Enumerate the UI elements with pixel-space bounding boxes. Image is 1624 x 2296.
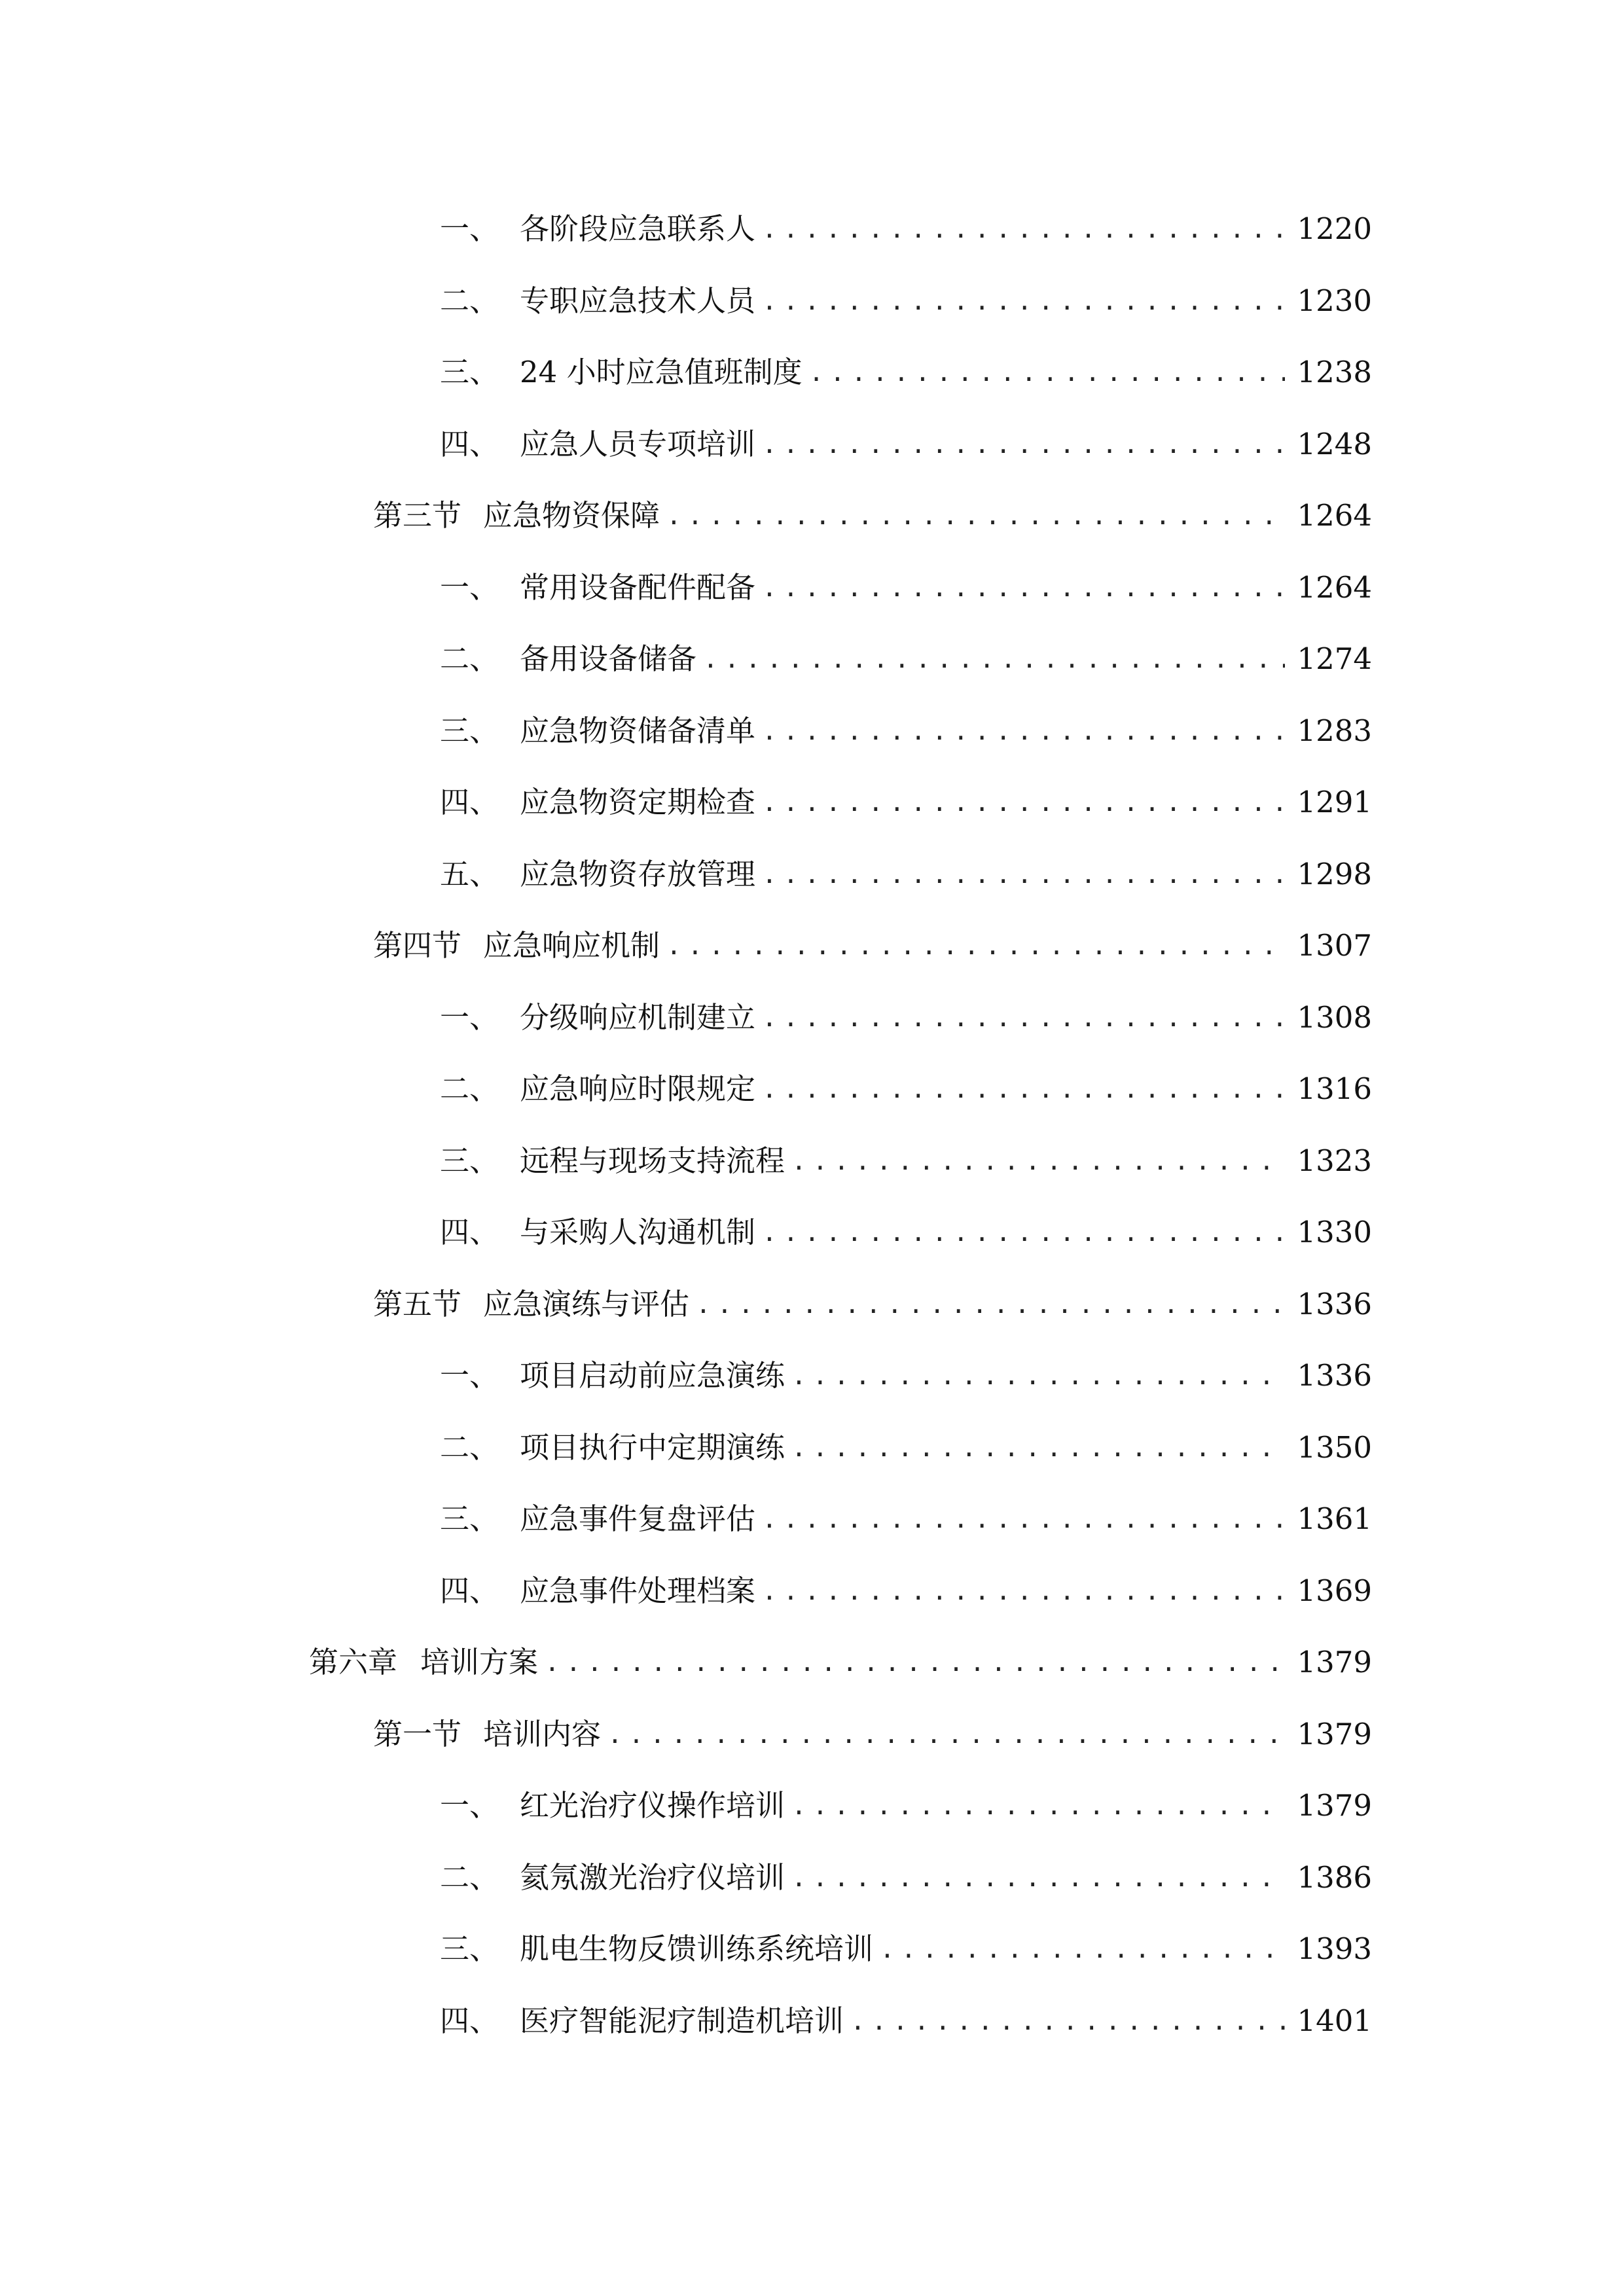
toc-entry-title: 应急事件复盘评估 [520, 1501, 756, 1536]
toc-entry-number: 第五节 [373, 1286, 462, 1321]
toc-entry-page-number: 1264 [1297, 569, 1372, 605]
toc-entry-page-number: 1361 [1297, 1501, 1372, 1536]
toc-entry-title: 应急演练与评估 [483, 1286, 690, 1321]
toc-entry-title: 医疗智能泥疗制造机培训 [520, 2003, 844, 2038]
toc-entry-number: 四、 [440, 2003, 499, 2038]
toc-entry-number: 一、 [440, 999, 499, 1035]
toc-entry-number: 一、 [440, 1358, 499, 1393]
toc-dot-leader [696, 1275, 1285, 1334]
toc-entry-number: 二、 [440, 1859, 499, 1895]
toc-dot-leader [762, 845, 1285, 904]
toc-dot-leader [791, 1848, 1285, 1907]
toc-entry-title: 与采购人沟通机制 [520, 1215, 756, 1249]
toc-dot-leader [762, 702, 1285, 761]
toc-dot-leader [762, 988, 1285, 1047]
toc-entry-page-number: 1291 [1297, 785, 1372, 819]
toc-entry[interactable] [440, 773, 1372, 832]
toc-entry-page-number: 1274 [1297, 641, 1372, 676]
toc-entry-number: 第一节 [373, 1716, 462, 1751]
toc-entry-number: 一、 [440, 211, 499, 246]
toc-entry[interactable] [440, 558, 1372, 617]
toc-entry[interactable] [373, 486, 1372, 545]
toc-dot-leader [666, 916, 1285, 975]
toc-entry-page-number: 1379 [1297, 1716, 1372, 1751]
toc-entry-page-number: 1330 [1297, 1215, 1372, 1249]
toc-entry-title: 氦氖激光治疗仪培训 [520, 1859, 785, 1895]
toc-entry-page-number: 1386 [1297, 1859, 1372, 1895]
toc-entry-title: 应急人员专项培训 [520, 426, 756, 461]
toc-entry-number: 四、 [440, 426, 499, 461]
toc-dot-leader [762, 1562, 1285, 1621]
toc-entry-title: 培训内容 [483, 1716, 602, 1751]
toc-entry-page-number: 1350 [1297, 1429, 1372, 1465]
toc-entry[interactable] [373, 1705, 1372, 1764]
toc-dot-leader [880, 1920, 1285, 1979]
toc-dot-leader [607, 1705, 1285, 1764]
toc-entry-title: 项目启动前应急演练 [520, 1358, 785, 1393]
toc-entry[interactable] [440, 630, 1372, 689]
toc-entry-number: 三、 [440, 1143, 499, 1178]
toc-dot-leader [762, 558, 1285, 617]
toc-dot-leader [545, 1633, 1285, 1692]
toc-entry-title: 备用设备储备 [520, 641, 697, 676]
toc-entry-number: 二、 [440, 641, 499, 676]
toc-dot-leader [762, 200, 1285, 259]
toc-dot-leader [762, 1203, 1285, 1262]
toc-entry-page-number: 1336 [1297, 1286, 1372, 1321]
toc-entry[interactable] [440, 988, 1372, 1047]
toc-entry-title: 应急物资保障 [483, 498, 660, 533]
toc-entry-title: 专职应急技术人员 [520, 283, 756, 318]
toc-entry-page-number: 1238 [1297, 355, 1372, 389]
toc-entry-number: 三、 [440, 1931, 499, 1966]
toc-entry[interactable] [440, 1776, 1372, 1835]
toc-entry-page-number: 1230 [1297, 283, 1372, 318]
toc-entry[interactable] [440, 343, 1372, 402]
toc-entry-number: 第六章 [309, 1645, 398, 1679]
toc-entry-title: 培训方案 [420, 1645, 539, 1679]
toc-dot-leader [791, 1132, 1285, 1191]
toc-entry[interactable] [373, 916, 1372, 975]
toc-entry[interactable] [440, 1203, 1372, 1262]
toc-entry-number: 一、 [440, 569, 499, 605]
toc-entry[interactable] [440, 272, 1372, 331]
toc-entry-page-number: 1308 [1297, 999, 1372, 1035]
toc-entry-number: 四、 [440, 1215, 499, 1249]
toc-entry-title: 应急物资定期检查 [520, 785, 756, 819]
toc-entry[interactable] [440, 1562, 1372, 1621]
toc-entry-number: 三、 [440, 713, 499, 748]
toc-entry-title: 各阶段应急联系人 [520, 211, 756, 246]
toc-entry-page-number: 1307 [1297, 928, 1372, 963]
toc-entry-page-number: 1316 [1297, 1071, 1372, 1106]
toc-entry[interactable] [440, 1418, 1372, 1477]
toc-entry-title: 远程与现场支持流程 [520, 1143, 785, 1178]
toc-entry-title: 应急事件处理档案 [520, 1573, 756, 1608]
toc-entry-title: 应急响应机制 [483, 928, 660, 963]
toc-entry-page-number: 1298 [1297, 856, 1372, 891]
toc-entry-number: 二、 [440, 1429, 499, 1465]
toc-dot-leader [809, 343, 1286, 402]
toc-entry-number: 三、 [440, 355, 499, 389]
toc-dot-leader [791, 1346, 1285, 1405]
toc-entry-page-number: 1264 [1297, 498, 1372, 533]
toc-dot-leader [762, 773, 1285, 832]
toc-entry-title: 分级响应机制建立 [520, 999, 756, 1035]
toc-entry-page-number: 1379 [1297, 1788, 1372, 1823]
toc-entry-number: 一、 [440, 1788, 499, 1823]
toc-dot-leader [666, 486, 1285, 545]
toc-dot-leader [850, 1992, 1285, 2051]
toc-entry[interactable] [440, 1992, 1372, 2051]
toc-dot-leader [762, 272, 1285, 331]
toc-entry[interactable] [440, 1346, 1372, 1405]
toc-entry-page-number: 1248 [1297, 426, 1372, 461]
toc-entry-title: 红光治疗仪操作培训 [520, 1788, 785, 1823]
toc-entry[interactable] [440, 1920, 1372, 1979]
toc-entry-page-number: 1379 [1297, 1645, 1372, 1679]
toc-entry-number: 第三节 [373, 498, 462, 533]
toc-entry-number: 第四节 [373, 928, 462, 963]
toc-entry-title: 应急物资存放管理 [520, 856, 756, 891]
toc-entry-title: 肌电生物反馈训练系统培训 [520, 1931, 874, 1966]
toc-entry[interactable] [440, 845, 1372, 904]
toc-entry-page-number: 1283 [1297, 713, 1372, 748]
toc-entry[interactable] [440, 1132, 1372, 1191]
toc-entry-number: 三、 [440, 1501, 499, 1536]
toc-entry-title: 常用设备配件配备 [520, 569, 756, 605]
toc-entry-title: 项目执行中定期演练 [520, 1429, 785, 1465]
toc-entry-number: 四、 [440, 785, 499, 819]
toc-dot-leader [703, 630, 1285, 689]
toc-entry-page-number: 1323 [1297, 1143, 1372, 1178]
toc-entry-title: 应急响应时限规定 [520, 1071, 756, 1106]
toc-dot-leader [791, 1418, 1285, 1477]
toc-entry[interactable] [440, 702, 1372, 761]
toc-entry-page-number: 1393 [1297, 1931, 1372, 1966]
toc-entry-title: 应急物资储备清单 [520, 713, 756, 748]
toc-entry-number: 四、 [440, 1573, 499, 1608]
toc-entry-page-number: 1401 [1297, 2003, 1372, 2038]
toc-entry-page-number: 1369 [1297, 1573, 1372, 1608]
toc-entry[interactable] [440, 1490, 1372, 1549]
toc-dot-leader [791, 1776, 1285, 1835]
toc-entry[interactable] [309, 1633, 1372, 1692]
toc-entry-number: 二、 [440, 1071, 499, 1106]
toc-dot-leader [762, 1060, 1285, 1119]
toc-entry-page-number: 1220 [1297, 211, 1372, 246]
toc-entry-title: 24 小时应急值班制度 [520, 355, 803, 389]
toc-entry-number: 五、 [440, 856, 499, 891]
toc-entry[interactable] [440, 1848, 1372, 1907]
toc-entry-page-number: 1336 [1297, 1358, 1372, 1393]
toc-entry[interactable] [440, 1060, 1372, 1119]
toc-entry[interactable] [440, 415, 1372, 474]
toc-entry[interactable] [440, 200, 1372, 259]
toc-entry-number: 二、 [440, 283, 499, 318]
toc-entry[interactable] [373, 1275, 1372, 1334]
toc-dot-leader [762, 415, 1285, 474]
toc-dot-leader [762, 1490, 1285, 1549]
